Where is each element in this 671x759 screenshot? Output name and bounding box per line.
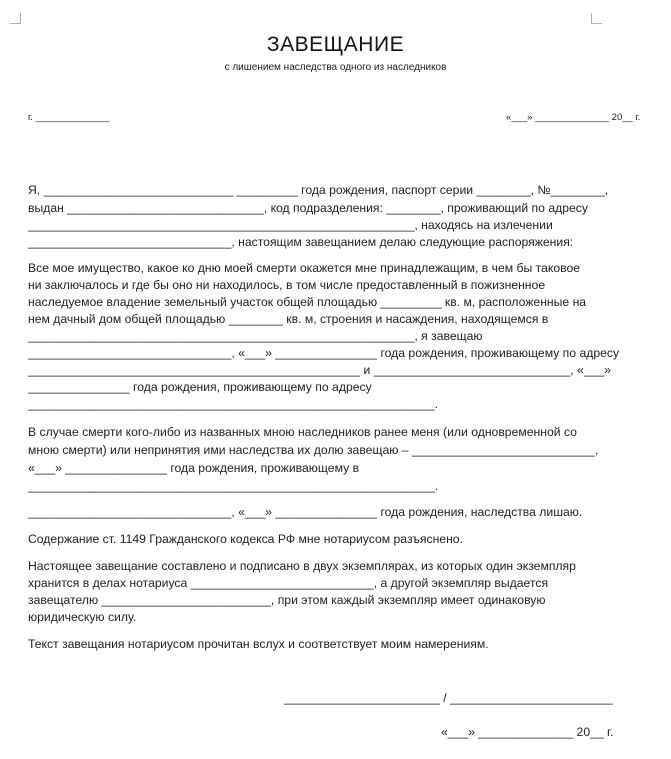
paragraph-1-line: ни заключалось и где бы оно ни находилось, в том числе предоставленный в пожизненное [28,278,546,292]
paragraph-2-line: ____________________________________________________________. [28,479,439,493]
intro-line: ______________________________, настоящим завещанием делаю следующие распоряжения: [28,235,574,249]
paragraph-5-line: юридическую силу. [28,610,137,624]
crop-mark-top-left [10,13,21,24]
paragraph-2-line: В случае смерти кого-либо из названных мною наследников ранее меня (или одновременной со [28,425,577,439]
paragraph-1-line: _______________ года рождения, проживающему по адресу [28,380,372,394]
paragraph-5-line: завещателю _________________________, при этом каждый экземпляр имеет одинаковую [28,593,546,607]
paragraph-1-line: Все мое имущество, какое ко дню моей смерти окажется мне принадлежащим, в чем бы таковое [28,261,581,275]
signature-line: _______________________ / ________________________ [284,691,613,705]
intro-line: Я, ____________________________ _________ года рождения, паспорт серии ________, №________, [28,183,609,197]
paragraph-1-line: нем дачный дом общей площадью ________ кв. м, строения и насаждения, находящемся в [28,312,549,326]
paragraph-1-line: _________________________________________________________, я завещаю [28,329,483,343]
document-title: ЗАВЕЩАНИЕ [266,33,405,56]
paragraph-1-line: наследуемое владение земельный участок общей площадью _________ кв. м, расположенные на [28,295,587,309]
paragraph-1-line: ______________________________, «___» _______________ года рождения, проживающему по адресу [28,346,620,360]
paragraph-5-line: Настоящее завещание составлено и подписано в двух экземплярах, из которых один экземпляр [28,559,576,573]
paragraph-5-line: хранится в делах нотариуса ___________________________, а другой экземпляр выдается [28,576,549,590]
paragraph-1-line: ____________________________________________________________. [28,397,439,411]
paragraph-4: Содержание ст. 1149 Гражданского кодекса РФ мне нотариусом разъяснено. [28,532,463,546]
paragraph-2-line: «___» _______________ года рождения, проживающему в [28,461,360,475]
crop-mark-top-right [591,13,602,24]
paragraph-1-line: _________________________________________________ и _____________________________, «___» [28,363,611,377]
intro-line: _________________________________________________________, находясь на излечении [28,218,553,232]
date-line: «___» ______________ 20__ г. [506,112,641,123]
place-line: г. ______________ [28,112,110,123]
paragraph-3: ______________________________, «___» _______________ года рождения, наследства лишаю. [28,505,583,519]
bottom-date: «___» ______________ 20__ г. [441,725,614,739]
document-subtitle: с лишением наследства одного из наследников [224,62,447,73]
paragraph-2-line: мною смерти) или непринятия ими наследства их долю завещаю – ___________________________, [28,443,599,457]
intro-line: выдан _____________________________, код подразделения: ________, проживающий по адресу [28,201,588,215]
paragraph-6: Текст завещания нотариусом прочитан вслух и соответствует моим намерениям. [28,637,489,651]
